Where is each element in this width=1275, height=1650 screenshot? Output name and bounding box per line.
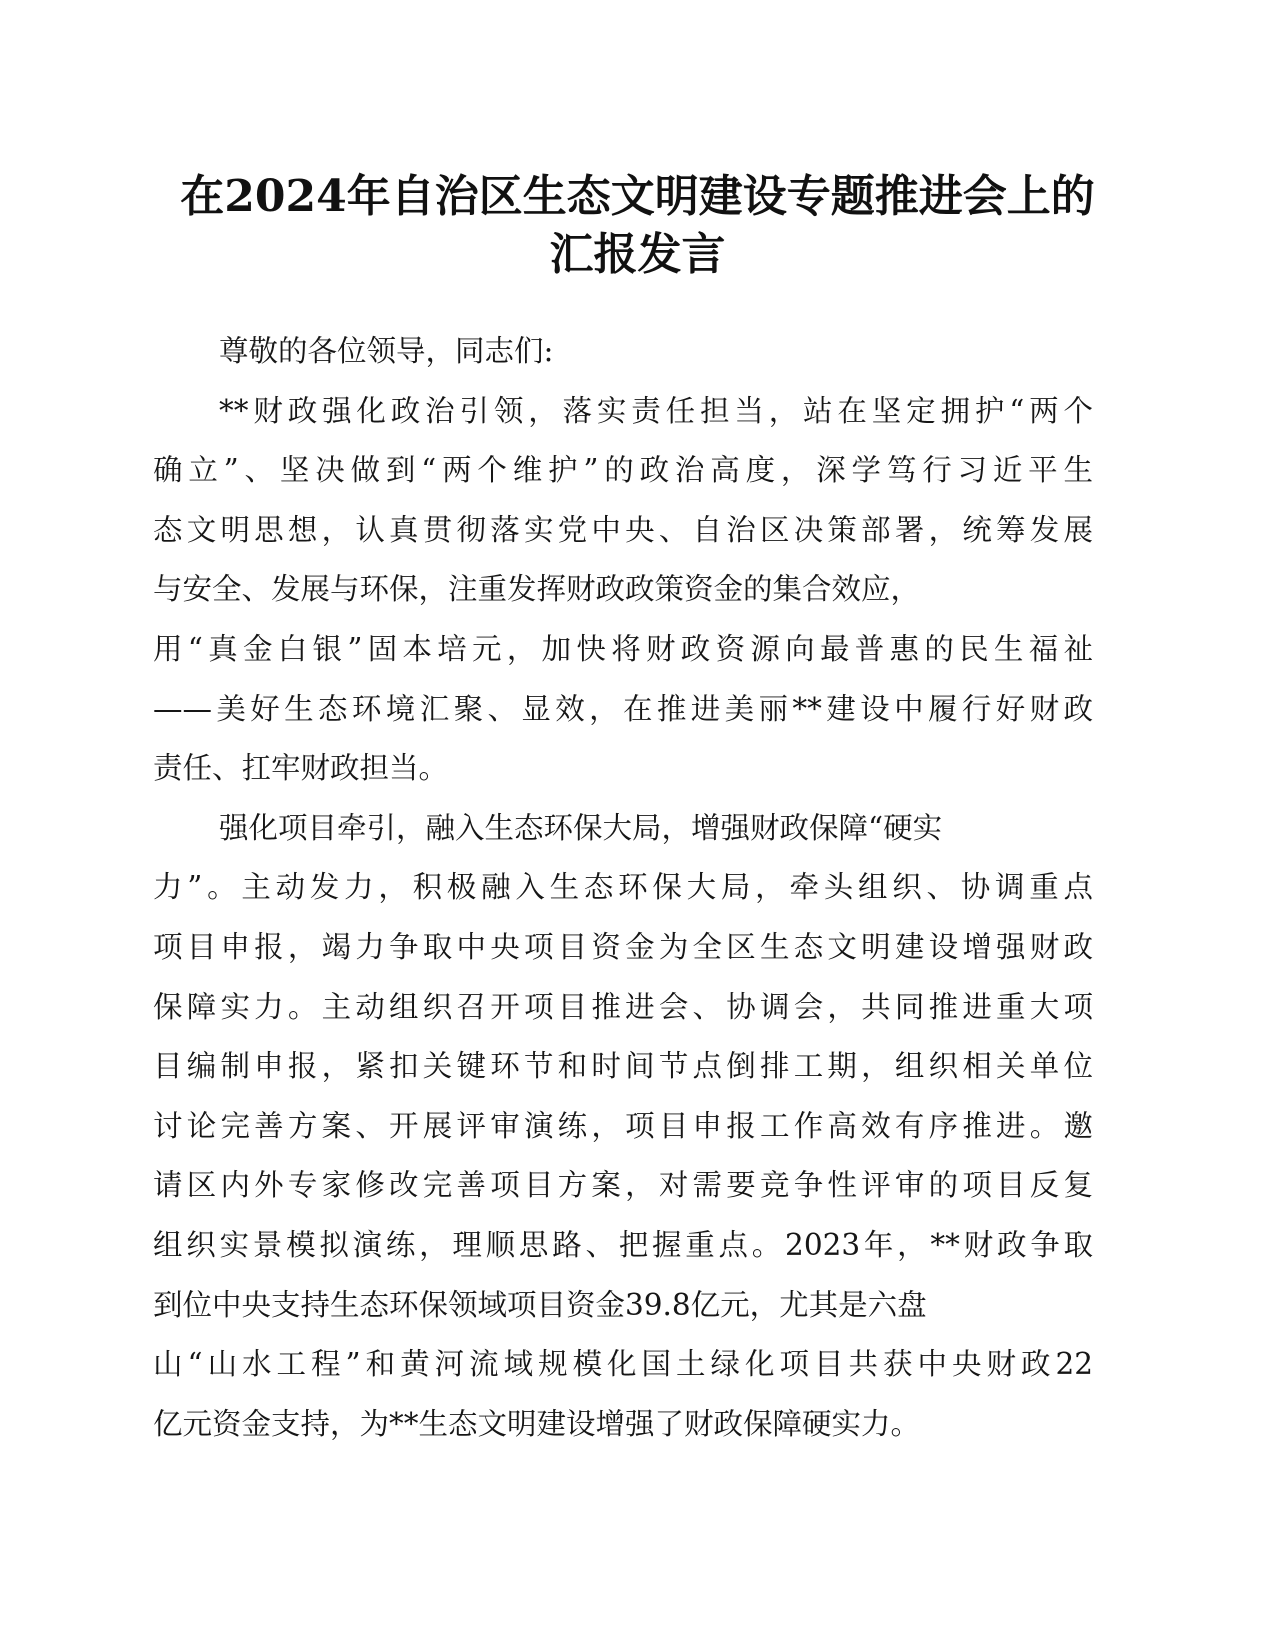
document-title [120,168,1155,284]
salutation: 尊敬的各位领导，同志们: [219,334,554,368]
paragraph-line: 力”。主动发力，积极融入生态环保大局，牵头组织、协调重点 [153,870,1093,905]
title-line-2: 汇报发言 [549,229,726,280]
paragraph-line: ——美好生态环境汇聚、显效，在推进美丽**建设中履行好财政 [153,691,1093,726]
paragraph-2 [153,799,1093,1455]
paragraph-line: 确立”、坚决做到“两个维护”的政治高度，深学笃行习近平生 [153,453,1093,488]
paragraph-line: 到位中央支持生态环保领域项目资金39.8亿元，尤其是六盘 [153,1287,927,1322]
paragraph-line: 目编制申报，紧扣关键环节和时间节点倒排工期，组织相关单位 [153,1049,1093,1084]
title-line-1: 在2024年自治区生态文明建设专题推进会上的 [180,171,1095,222]
paragraph-line: 态文明思想，认真贯彻落实党中央、自治区决策部署，统筹发展 [153,512,1093,547]
paragraph-line: 山“山水工程”和黄河流域规模化国土绿化项目共获中央财政22 [153,1347,1093,1382]
document-body [153,322,1093,1454]
paragraph-line: 亿元资金支持，为**生态文明建设增强了财政保障硬实力。 [153,1406,921,1441]
paragraph-line: 请区内外专家修改完善项目方案，对需要竞争性评审的项目反复 [153,1168,1093,1203]
paragraph-line: 与安全、发展与环保，注重发挥财政政策资金的集合效应， [153,572,921,607]
paragraph-line: 保障实力。主动组织召开项目推进会、协调会，共同推进重大项 [153,989,1093,1024]
paragraph-line: 强化项目牵引，融入生态环保大局，增强财政保障“硬实 [219,810,943,845]
paragraph-1 [153,382,1093,799]
paragraph-line: **财政强化政治引领，落实责任担当，站在坚定拥护“两个 [219,393,1093,428]
paragraph-line: 组织实景模拟演练，理顺思路、把握重点。2023年，**财政争取 [153,1227,1093,1262]
paragraph-line: 讨论完善方案、开展评审演练，项目申报工作高效有序推进。邀 [153,1108,1093,1143]
paragraph-line: 项目申报，竭力争取中央项目资金为全区生态文明建设增强财政 [153,929,1093,964]
paragraph-line: 用“真金白银”固本培元，加快将财政资源向最普惠的民生福祉 [153,631,1093,666]
paragraph-line: 责任、扛牢财政担当。 [153,751,449,786]
